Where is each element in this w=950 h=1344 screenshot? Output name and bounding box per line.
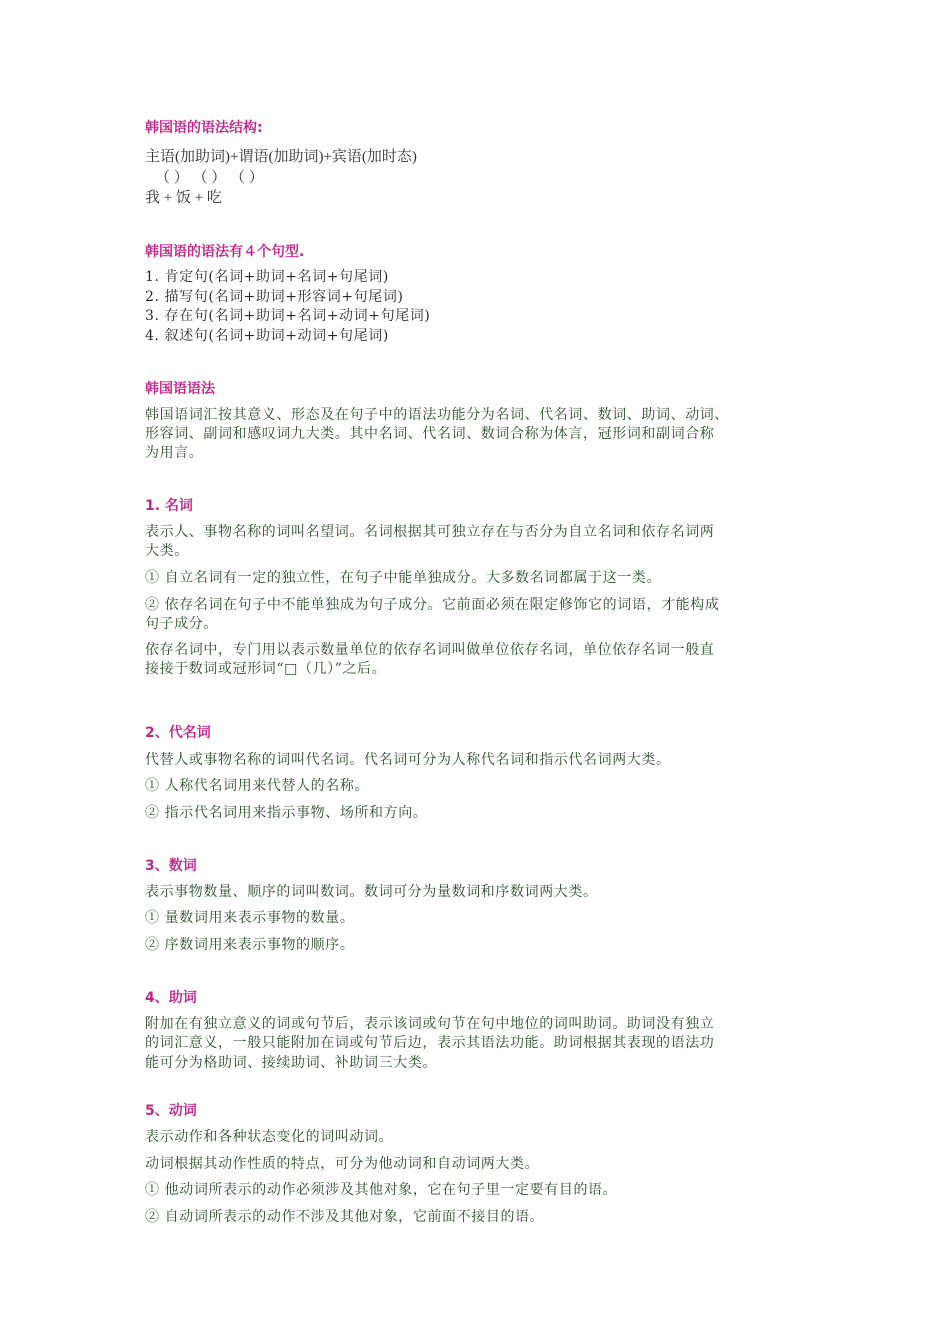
sentence-type-item: 4. 叙述句(名词+助词+动词+句尾词)	[145, 328, 389, 344]
pronoun-line: ① 人称代名词用来代替人的名称。	[145, 778, 370, 794]
verb-line: ① 他动词所表示的动作必须涉及其他对象，它在句子里一定要有目的语。	[145, 1182, 618, 1198]
noun-line: 表示人、事物名称的词叫名望词。名词根据其可独立存在与否分为自立名词和依存名词两	[145, 524, 715, 540]
grammar-line: 形容词、副词和感叹词九大类。其中名词、代名词、数词合称为体言，冠形词和副词合称	[145, 426, 715, 442]
intro-blanks: （ ） （ ） （ ）	[155, 170, 264, 186]
particle-title: 4、助词	[145, 990, 197, 1006]
noun-line: ① 自立名词有一定的独立性，在句子中能单独成分。大多数名词都属于这一类。	[145, 570, 662, 586]
particle-line: 的词汇意义，一般只能附加在词或句节后边，表示其语法功能。助词根据其表现的语法功	[145, 1035, 715, 1051]
pronoun-line: 代替人或事物名称的词叫代名词。代名词可分为人称代名词和指示代名词两大类。	[145, 752, 671, 768]
intro-example: 我 + 饭 + 吃	[145, 190, 222, 206]
verb-line: 表示动作和各种状态变化的词叫动词。	[145, 1129, 394, 1145]
sentence-type-item: 2. 描写句(名词+助词+形容词+句尾词)	[145, 289, 404, 305]
intro-structure: 主语(加助词)+谓语(加助词)+宾语(加时态)	[145, 149, 417, 165]
grammar-line: 韩国语词汇按其意义、形态及在句子中的语法功能分为名词、代名词、数词、助词、动词、	[145, 407, 729, 423]
numeral-title: 3、数词	[145, 858, 197, 874]
noun-line: ② 依存名词在句子中不能单独成为句子成分。它前面必须在限定修饰它的词语，才能构成	[145, 597, 720, 613]
sentence-types-title: 韩国语的语法有４个句型.	[145, 244, 305, 260]
noun-line: 接接于数词或冠形词“□（几）”之后。	[145, 661, 387, 677]
verb-line: ② 自动词所表示的动作不涉及其他对象，它前面不接目的语。	[145, 1209, 545, 1225]
sentence-type-item: 1. 肯定句(名词+助词+名词+句尾词)	[145, 269, 389, 285]
particle-line: 能可分为格助词、接续助词、补助词三大类。	[145, 1055, 437, 1071]
particle-line: 附加在有独立意义的词或句节后，表示该词或句节在句中地位的词叫助词。助词没有独立	[145, 1016, 715, 1032]
intro-title: 韩国语的语法结构:	[145, 120, 263, 136]
noun-line: 句子成分。	[145, 616, 218, 632]
noun-line: 依存名词中，专门用以表示数量单位的依存名词叫做单位依存名词，单位依存名词一般直	[145, 642, 715, 658]
verb-title: 5、动词	[145, 1103, 197, 1119]
numeral-line: ① 量数词用来表示事物的数量。	[145, 910, 355, 926]
pronoun-line: ② 指示代名词用来指示事物、场所和方向。	[145, 805, 428, 821]
grammar-title: 韩国语语法	[145, 381, 215, 397]
sentence-type-item: 3. 存在句(名词+助词+名词+动词+句尾词)	[145, 308, 431, 324]
numeral-line: 表示事物数量、顺序的词叫数词。数词可分为量数词和序数词两大类。	[145, 884, 598, 900]
numeral-line: ② 序数词用来表示事物的顺序。	[145, 937, 355, 953]
verb-line: 动词根据其动作性质的特点，可分为他动词和自动词两大类。	[145, 1156, 540, 1172]
pronoun-title: 2、代名词	[145, 725, 211, 741]
noun-line: 大类。	[145, 543, 189, 559]
grammar-line: 为用言。	[145, 445, 204, 461]
noun-title: 1. 名词	[145, 498, 193, 514]
